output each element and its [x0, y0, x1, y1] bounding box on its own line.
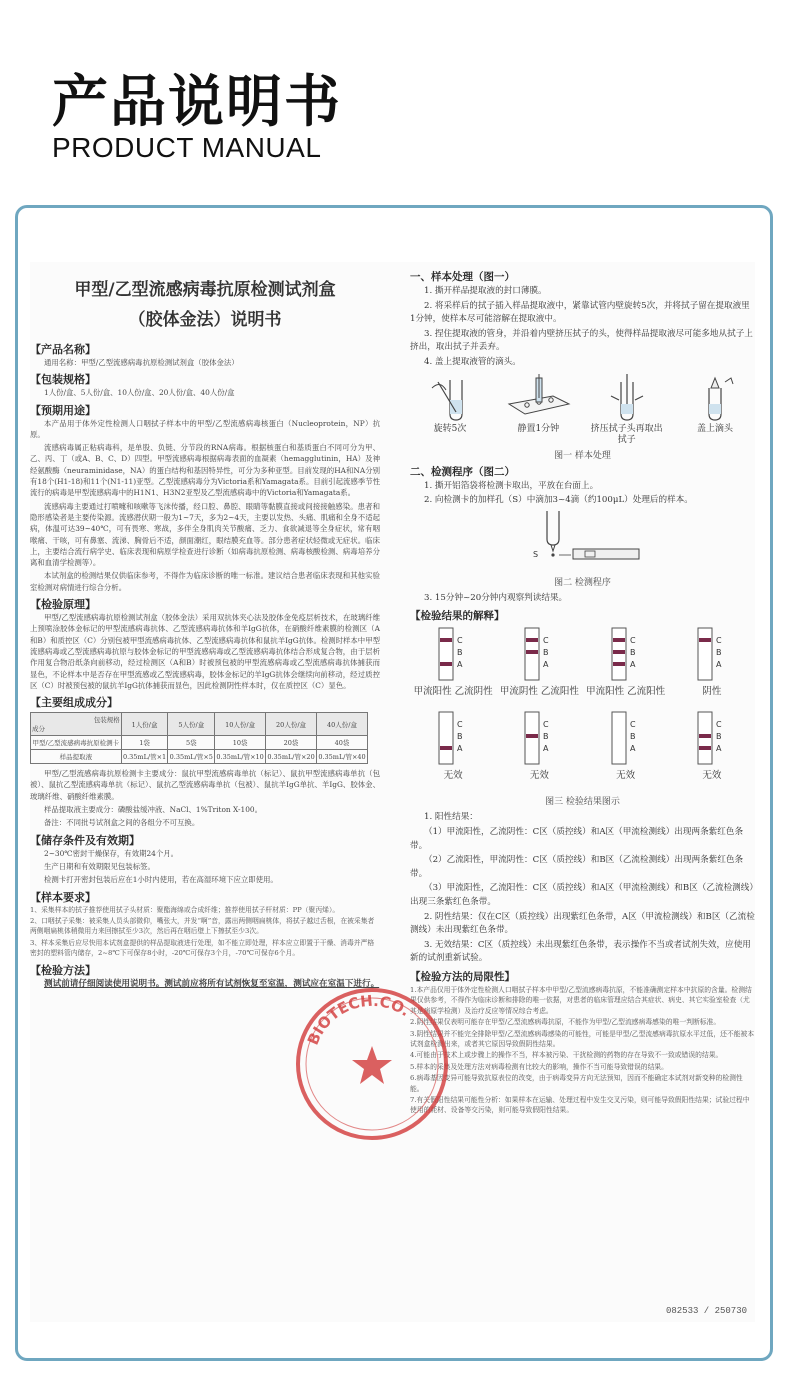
table-cell: 1袋 — [121, 736, 168, 750]
company-seal-stamp — [292, 984, 452, 1144]
paragraph: 1.本产品仅用于体外定性检测人口咽拭子样本中甲型/乙型流感病毒抗原，不能准确测定样本中抗原的含量。检测结果仅供参考，不得作为临床诊断和排除的唯一依据，对患者的临床管理应结合其症状、病史、其它实验室检查（尤其是病原学检测）及治疗反应等情况综合考虑。 — [410, 985, 752, 1015]
paragraph: 通用名称：甲型/乙型流感病毒抗原检测试剂盒（胶体金法） — [44, 358, 239, 367]
strip-marker: B — [457, 648, 463, 658]
paragraph: （1）甲流阳性，乙流阴性：C区（质控线）和A区（甲流检测线）出现两条紫红色条带。 — [410, 826, 744, 851]
strip-window — [439, 712, 453, 764]
corner-top: 包装规格 — [93, 716, 120, 725]
strip-marker: C — [457, 720, 463, 730]
strip-window — [698, 628, 712, 680]
strip-marker: A — [457, 660, 463, 670]
paragraph: 流感病毒主要通过打喷嚏和咳嗽等飞沫传播，经口腔、鼻腔、眼睛等黏膜直接或间接接触感染。患者和隐形感染者是主要传染源。流感潜伏期一般为1~7天，多为2~4天，主要以发热、头痛、肌痛和全身不适起病，体温可达39~40℃，可有畏寒、寒战，多伴全身肌肉关节酸痛、乏力、食欲减退等全身症状，常有咽喉痛、干咳，可有鼻塞、流涕、胸骨后不适，颜面潮红，眼结膜充血等。部分患者症状轻微或无症状。临床上，主要结合流行病学史、临床表现和病原学检查进行诊断（如病毒抗原检测、病毒核酸检测、病毒培养分离和血清学检测等）。 — [30, 501, 380, 568]
strip-marker: A — [715, 744, 722, 754]
strip-marker: A — [457, 744, 463, 754]
row-header: 甲型/乙型流感病毒抗原检测卡 — [31, 736, 122, 750]
tube-rotate-illustration — [420, 374, 480, 424]
svg-text:BIOTECH.CO. — [304, 992, 414, 1048]
paragraph: 2、口咽拭子采集：被采集人员头部微仰，嘴张大，并发“啊”音，露出两侧咽扁桃体，将拭子越过舌根，在被采集者两侧咽扁桃体稍微用力来回擦拭至少3次，然后再在咽后壁上下擦拭至少3次。 — [30, 916, 375, 936]
section-heading: 一、样本处理（图一） — [410, 271, 515, 283]
column-header: 10人份/盒 — [215, 713, 266, 736]
figure-caption: 图三 检验结果图示 — [545, 797, 620, 808]
row-header: 样品提取液 — [31, 750, 122, 764]
strip-label: 甲流阳性 乙流阳性 — [586, 686, 666, 698]
table-cell: 40袋 — [317, 736, 368, 750]
strip-label: 无效 — [702, 770, 722, 782]
strip-marker: B — [715, 732, 722, 742]
strip-band — [440, 662, 452, 666]
section-heading: 【样本要求】 — [30, 890, 96, 904]
table-cell: 0.35mL/管×10 — [215, 750, 266, 764]
paragraph: 3.阴性结果并不能完全排除甲型/乙型流感病毒感染的可能性，可能是甲型/乙型流感病毒抗原水平过低，还不能被本试剂盒检测出来，或者其它原因导致假阴性结果。 — [410, 1029, 755, 1048]
strip-marker: C — [543, 720, 549, 730]
paragraph: 3. 15分钟~20分钟内观察判读结果。 — [424, 592, 568, 603]
strip-marker: B — [715, 648, 722, 658]
paragraph: 5.样本的采集及处理方法对病毒检测有比较大的影响，操作不当可能导致错误的结果。 — [410, 1062, 668, 1071]
result-strip — [585, 626, 667, 708]
table-cell: 0.35mL/管×5 — [168, 750, 215, 764]
result-strip — [498, 626, 580, 708]
result-strip — [412, 626, 494, 708]
paragraph: 4. 盖上提取液管的滴头。 — [424, 356, 521, 367]
column-header: 40人份/盒 — [317, 713, 368, 736]
strip-marker: C — [543, 636, 549, 646]
strip-graphic — [433, 710, 473, 766]
strip-marker: C — [629, 636, 636, 646]
paragraph: 测试前请仔细阅读使用说明书。测试前应将所有试剂恢复至室温，测试应在室温下进行。 — [44, 978, 380, 989]
strip-band — [526, 638, 538, 642]
section-heading: 【主要组成成分】 — [30, 696, 118, 710]
section-heading: 【储存条件及有效期】 — [30, 833, 140, 847]
strip-graphic — [606, 626, 646, 682]
squeeze-swab-illustration — [597, 374, 657, 424]
composition-table — [30, 712, 368, 764]
section-heading: 【检验方法】 — [30, 963, 96, 977]
strip-band — [440, 746, 452, 750]
paragraph: 1. 阳性结果： — [424, 812, 478, 823]
strip-marker: B — [629, 648, 636, 658]
paragraph: 2. 向检测卡的加样孔（S）中滴加3~4滴（约100μL）处理后的样本。 — [424, 495, 693, 506]
paragraph: 2. 阴性结果：仅在C区（质控线）出现紫红色条带，A区（甲流检测线）和B区（乙流检测线）未出现紫红色条带。 — [410, 911, 755, 936]
table-cell: 5袋 — [168, 736, 215, 750]
table-corner — [31, 713, 122, 736]
corner-bottom: 成分 — [32, 725, 45, 734]
paragraph: 2. 将采样后的拭子插入样品提取液中，紧靠试管内壁旋转5次，并将拭子留在提取液里1分钟，使样本尽可能溶解在提取液中。 — [410, 300, 750, 325]
stamp-lettering: BIOTECH.CO. — [303, 991, 414, 1048]
figure-1 — [410, 374, 755, 446]
paragraph: 生产日期和有效期限见包装标签。 — [44, 861, 155, 871]
paragraph: 2.阴性结果仅表明可能存在甲型/乙型流感病毒抗原，不能作为甲型/乙型流感病毒感染的唯一判断标准。 — [410, 1018, 721, 1027]
paragraph: 备注：不同批号试剂盒之间的各组分不可互换。 — [44, 818, 200, 828]
column-header: 5人份/盒 — [168, 713, 215, 736]
fig1-label: 静置1分钟 — [517, 423, 560, 434]
paragraph: 1人份/盒、5人份/盒、10人份/盒、20人份/盒、40人份/盒 — [44, 388, 235, 398]
paragraph: 甲型/乙型流感病毒抗原检测试剂盒（胶体金法）采用双抗体夹心法及胶体金免疫层析技术，在玻璃纤维上预喷涂胶体金标记的甲型流感病毒抗体、乙型流感病毒抗体和羊IgG抗体，在硝酸纤维素膜的检测区（A和B）和质控区（C）分别包被甲型流感病毒抗体、乙型流感病毒抗体和鼠抗羊IgG抗体。检测时样本中甲型流感病毒或乙型流感病毒抗原与胶体金标记的甲型流感病毒或乙型流感病毒抗体结合形成复合物，由于层析作用复合物沿纸条向前移动，经过检测区（A和B）时被预包被的甲型流感病毒或乙型流感病毒抗体捕获而显色，不论样本中是否存在甲型流感或乙型流感病毒，胶体金标记的羊IgG抗体会继续向前移动，经过质控区（C）时被预包被的鼠抗羊IgG抗体捕获而显色，因此检测阴性样本时，仅在质控区（C）显色。 — [30, 613, 380, 690]
paragraph: 3、样本采集后应尽快用本试剂盒提供的样品提取液进行处理，如不能立即处理，样本应立即置于干燥、消毒并严格密封的塑料管内储存，2~8℃下可保存8小时，-20℃可保存3个月，-70℃可保存6个月。 — [30, 938, 375, 958]
strip-graphic — [519, 710, 559, 766]
fig1-step — [410, 374, 490, 446]
paragraph: 1. 撕开铝箔袋将检测卡取出，平放在台面上。 — [424, 480, 599, 491]
table-cell: 0.35mL/管×20 — [266, 750, 317, 764]
strip-band — [699, 638, 711, 642]
strip-marker: A — [629, 660, 636, 670]
table-cell: 0.35mL/管×40 — [317, 750, 368, 764]
strip-label: 无效 — [443, 770, 463, 782]
column-header: 20人份/盒 — [266, 713, 317, 736]
document-serial: 082533 / 250730 — [665, 1306, 747, 1316]
table-cell: 0.35mL/管×1 — [121, 750, 168, 764]
paragraph: 流感病毒属正粘病毒科，是单股、负链、分节段的RNA病毒。根据核蛋白和基质蛋白不同可分为甲、乙、丙、丁（或A、B、C、D）四型。甲型流感病毒根据病毒表面的血凝素（hemagglutinin，HA）及神经氨酸酶（neuraminidase，NA）的蛋白结构和基因特异性，可分为多种亚型。目前发现的HA和NA分别有18个(H1-18)和11个(N1-11)亚型。乙型流感病毒分为Victoria系和Yamagata系。目前引起流感季节性流行的病毒是甲型流感病毒中的H1N1、H3N2亚型及乙型流感病毒中的Victoria和Yamagata系。 — [30, 443, 380, 498]
strip-marker: C — [457, 636, 463, 646]
strip-marker: A — [543, 744, 549, 754]
section-heading: 【包装规格】 — [30, 373, 96, 387]
paragraph: 4.可能由于技术上或步骤上的操作不当，样本被污染、干扰检测的药物的存在导致不一致或错误的结果。 — [410, 1051, 723, 1060]
strip-band — [440, 638, 452, 642]
paragraph: 甲型/乙型流感病毒抗原检测卡主要成分：鼠抗甲型流感病毒单抗（标记）、鼠抗甲型流感病毒单抗（包被）、鼠抗乙型流感病毒单抗（标记）、鼠抗乙型流感病毒单抗（包被）、鼠抗羊IgG单抗、羊IgG、胶体金、玻璃纤维、硝酸纤维素膜。 — [30, 769, 380, 801]
strip-band — [699, 746, 711, 750]
strip-label: 无效 — [529, 770, 549, 782]
paragraph: 3. 无效结果：C区（质控线）未出现紫红色条带，表示操作不当或者试剂失效，应使用新的试剂重新试验。 — [410, 939, 751, 964]
strip-graphic — [606, 710, 646, 766]
cap-tube-illustration — [685, 374, 745, 424]
strip-marker: B — [543, 648, 549, 658]
section-heading: 【预期用途】 — [30, 403, 96, 417]
strip-marker: C — [715, 636, 722, 646]
strip-graphic — [433, 626, 473, 682]
paragraph: 检测卡打开密封包装后应在1小时内使用，若在高湿环境下应立即使用。 — [44, 875, 278, 885]
strip-label: 甲流阳性 乙流阴性 — [413, 686, 493, 698]
strip-graphic — [692, 626, 732, 682]
paragraph: 1、采集样本的拭子推荐使用拭子头材质：聚酯海绵或合成纤维；推荐使用拭子杆材质：PP（聚丙烯）。 — [30, 905, 340, 914]
result-strip — [498, 710, 580, 792]
paragraph: 3. 捏住提取液的管身，并沿着内壁挤压拭子的头，使得样品提取液尽可能多地从拭子上挤出，取出拭子并丢弃。 — [410, 328, 753, 353]
strip-band — [526, 734, 538, 738]
strip-band — [613, 662, 625, 666]
strip-window — [439, 628, 453, 680]
figure-caption: 图一 样本处理 — [554, 450, 611, 461]
doc-subtitle: （胶体金法）说明书 — [128, 310, 282, 330]
paragraph: 7.有关假阳性结果可能性分析：如果样本在运输、处理过程中发生交叉污染，则可能导致假阳性结果；试验过程中使用的耗材、设备等交污染，则可能导致假阳性结果。 — [410, 1095, 750, 1115]
doc-title: 甲型/乙型流感病毒抗原检测试剂盒 — [74, 280, 336, 300]
table-cell: 10袋 — [215, 736, 266, 750]
strip-label: 无效 — [616, 770, 636, 782]
paragraph: 1. 撕开样品提取液的封口薄膜。 — [424, 286, 547, 296]
section-heading: 【检验结果的解释】 — [410, 610, 505, 623]
table-cell: 20袋 — [266, 736, 317, 750]
result-strips-row — [410, 626, 755, 708]
fig1-step — [587, 374, 667, 446]
strip-marker: A — [629, 744, 636, 754]
strip-marker: A — [543, 660, 549, 670]
strip-graphic — [519, 626, 559, 682]
strip-band — [613, 638, 625, 642]
figure-2 — [410, 509, 755, 588]
strip-label: 阴性 — [702, 686, 722, 698]
fig1-label: 旋转5次 — [433, 423, 467, 434]
fig1-label: 挤压拭子头再取出拭子 — [590, 423, 663, 445]
result-strip — [671, 626, 753, 708]
strip-marker: C — [715, 720, 722, 730]
strip-marker: A — [715, 660, 722, 670]
paragraph: 样品提取液主要成分：磷酸盐缓冲液、NaCl、1%Triton X-100。 — [44, 805, 262, 815]
strip-band — [526, 650, 538, 654]
result-strip — [412, 710, 494, 792]
fig1-step — [498, 374, 578, 446]
paragraph: 本产品用于体外定性检测人口咽拭子样本中的甲型/乙型流感病毒核蛋白（Nucleoprotein，NP）抗原。 — [30, 418, 380, 439]
section-heading: 【检验原理】 — [30, 598, 96, 612]
paragraph: （3）甲流阳性，乙流阳性：C区（质控线）和A区（甲流检测线）和B区（乙流检测线）出现三条紫红色条带。 — [410, 883, 754, 907]
strip-marker: C — [629, 720, 636, 730]
strip-graphic — [692, 710, 732, 766]
table-row — [31, 750, 368, 764]
figure-caption: 图二 检测程序 — [554, 577, 611, 588]
sample-well-mark: S — [532, 549, 538, 559]
strip-marker: B — [457, 732, 463, 742]
paragraph: 6.病毒基因变异可能导致抗原表位的改变，由于病毒变异方向无法预知，因而不能确定本试剂对新变种的检测性能。 — [410, 1074, 743, 1093]
result-strip — [671, 710, 753, 792]
section-heading: 【检验方法的局限性】 — [410, 970, 515, 983]
manual-page — [30, 262, 755, 1322]
page-title: 产品说明书 — [52, 70, 342, 135]
left-column — [30, 262, 380, 993]
tube-rack-illustration — [503, 374, 573, 424]
table-row — [31, 736, 368, 750]
page-subtitle: PRODUCT MANUAL — [52, 132, 322, 163]
strip-marker: B — [629, 732, 636, 742]
test-card-illustration — [523, 509, 643, 571]
strip-band — [699, 734, 711, 738]
result-strips-row — [410, 710, 755, 792]
strip-band — [613, 650, 625, 654]
section-heading: 【产品名称】 — [30, 343, 96, 356]
section-heading: 二、检测程序（图二） — [410, 465, 515, 478]
strip-window — [612, 712, 626, 764]
strip-marker: B — [543, 732, 549, 742]
fig1-label: 盖上滴头 — [696, 423, 733, 434]
column-header: 1人份/盒 — [121, 713, 168, 736]
paragraph: 本试剂盒的检测结果仅供临床参考，不得作为临床诊断的唯一标准。建议结合患者临床表现和其他实验室检测对病情进行综合分析。 — [30, 571, 380, 592]
paragraph: 2~30℃密封干燥保存，有效期24个月。 — [44, 848, 179, 858]
fig1-step — [675, 374, 755, 446]
strip-label: 甲流阴性 乙流阳性 — [499, 686, 579, 698]
paragraph: （2）乙流阳性，甲流阴性：C区（质控线）和B区（乙流检测线）出现两条紫红色条带。 — [410, 855, 744, 879]
right-column — [410, 262, 755, 1117]
result-strip — [585, 710, 667, 792]
